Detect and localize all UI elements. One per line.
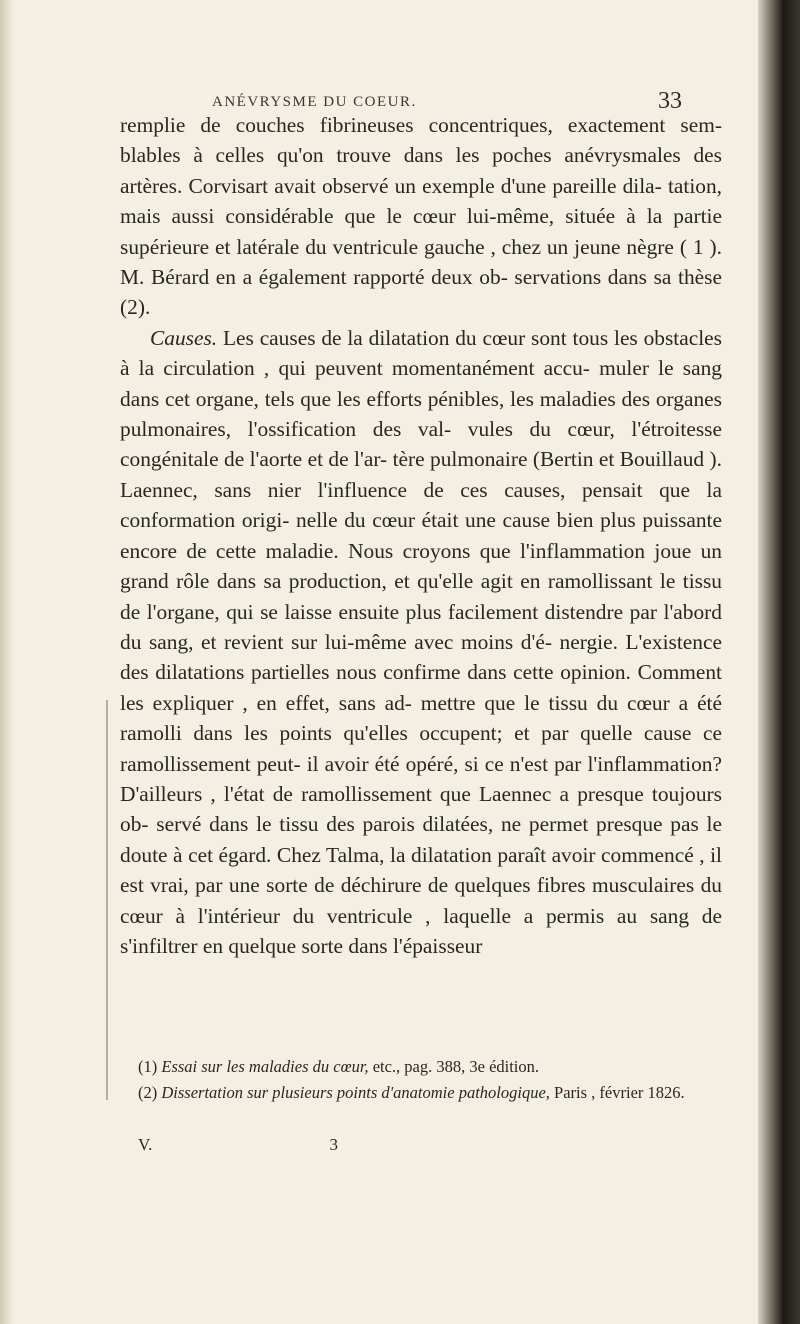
- footnote-title: Essai sur les maladies du cœur,: [161, 1057, 369, 1076]
- footnote-marker: (2): [138, 1083, 158, 1102]
- running-head: ANÉVRYSME DU COEUR.: [212, 94, 417, 110]
- paragraph-1: remplie de couches fibrineuses concentriques, exactement sem- blables à celles qu'on trouve dans les poches anévrysmales des artères. Corvisart avait observé un exemple d'une pareille dila- tation, mais aussi considérable que le cœur lui-même, située à la partie supérieure et latérale du ventricule gauche , chez un jeune nègre ( 1 ). M. Bérard en a également rapporté deux ob- servations dans sa thèse (2).: [120, 113, 722, 320]
- signature-letter: V.: [138, 1135, 153, 1154]
- footnote-rest: Paris , février 1826.: [549, 1083, 685, 1102]
- footnote-1: [120, 1054, 720, 1080]
- footnote-2: [120, 1080, 720, 1106]
- footnote-title: Dissertation sur plusieurs points d'anatomie pathologique,: [161, 1083, 550, 1102]
- margin-line: [106, 700, 108, 1100]
- signature-number: 3: [329, 1135, 338, 1154]
- paragraph-2: [120, 323, 722, 962]
- footnotes: [120, 1054, 720, 1106]
- footnote-marker: (1): [138, 1057, 158, 1076]
- footnote-rest: etc., pag. 388, 3e édition.: [368, 1057, 540, 1076]
- signature-line: [120, 1131, 338, 1161]
- page-left-shadow: [0, 0, 14, 1324]
- page-binding-edge: [758, 0, 800, 1324]
- paragraph-2-text: Les causes de la dilatation du cœur sont tous les obstacles à la circulation , qui peuvent momentanément accu- muler le sang dans cet organe, tels que les efforts pénibles, les maladies des organes pulmonaires, l'ossification des val- vules du cœur, l'étroitesse congénitale de l'aorte et de l'ar- tère pulmonaire (Bertin et Bouillaud ). Laennec, sans nier l'influence de ces causes, pensait que la conformation origi- nelle du cœur était une cause bien plus puissante encore de cette maladie. Nous croyons que l'inflammation joue un grand rôle dans sa production, et qu'elle agit en ramollissant le tissu de l'organe, qui se laisse ensuite plus facilement distendre par l'abord du sang, et revient sur lui-même avec moins d'é- nergie. L'existence des dilatations partielles nous confirme dans cette opinion. Comment les expliquer , en effet, sans ad- mettre que le tissu du cœur a été ramolli dans les points qu'elles occupent; et par quelle cause ce ramollissement peut- il avoir été opéré, si ce n'est par l'inflammation? D'ailleurs , l'état de ramollissement que Laennec a presque toujours ob- servé dans le tissu des parois dilatées, ne permet presque pas le doute à cet égard. Chez Talma, la dilatation paraît avoir commencé , il est vrai, par une sorte de déchirure de quelques fibres musculaires du cœur à l'intérieur du ventricule , laquelle a permis au sang de s'infiltrer en quelque sorte dans l'épaisseur: [120, 325, 722, 958]
- main-text: [120, 110, 722, 961]
- page-number: 33: [658, 88, 682, 114]
- section-label-causes: Causes.: [150, 325, 218, 350]
